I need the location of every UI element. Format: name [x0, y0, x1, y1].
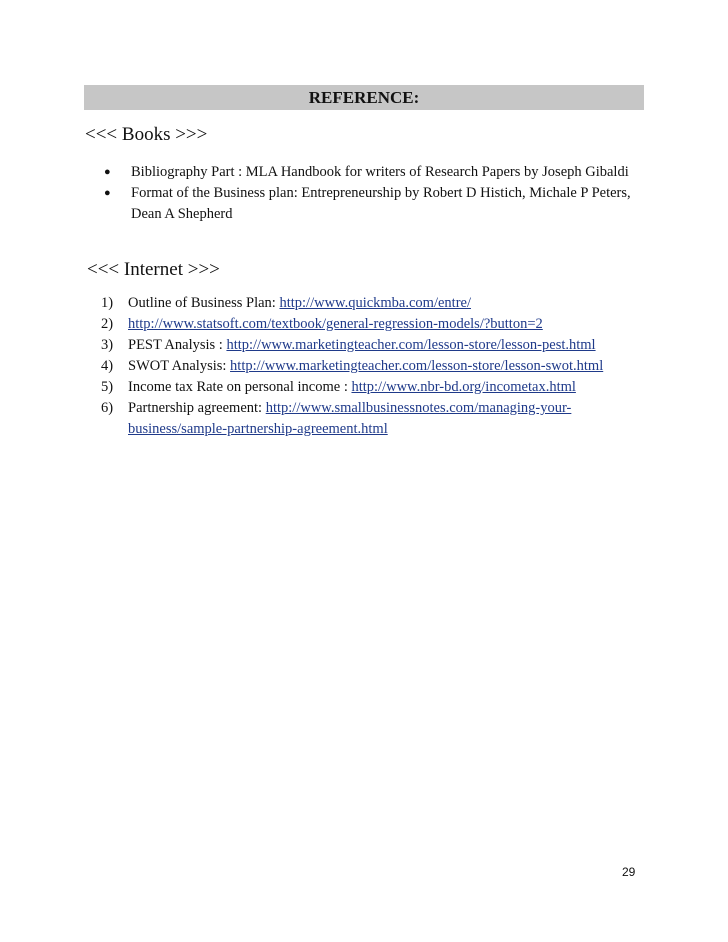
internet-heading: <<< Internet >>>	[87, 259, 220, 280]
item-number: 3)	[101, 337, 114, 353]
list-item	[101, 377, 646, 398]
reference-link[interactable]: http://www.marketingteacher.com/lesson-store/lesson-swot.html	[230, 358, 604, 374]
reference-link[interactable]: http://www.smallbusinessnotes.com/managing-your-business/sample-partnership-agreement.html	[128, 400, 572, 437]
internet-list	[101, 293, 646, 440]
link-label: SWOT Analysis:	[128, 358, 231, 374]
item-number: 2)	[101, 316, 114, 332]
book-reference: Format of the Business plan: Entrepreneurship by Robert D Histich, Michale P Peters, Dean A Shepherd	[131, 185, 631, 222]
item-number: 5)	[101, 379, 114, 395]
reference-title: REFERENCE:	[84, 85, 644, 110]
list-item	[101, 335, 646, 356]
books-list	[101, 162, 641, 225]
item-number: 6)	[101, 400, 114, 416]
reference-link[interactable]: http://www.marketingteacher.com/lesson-store/lesson-pest.html	[226, 337, 596, 353]
reference-link[interactable]: http://www.nbr-bd.org/incometax.html	[351, 379, 576, 395]
bullet-icon: ●	[104, 187, 111, 199]
bullet-icon: ●	[104, 166, 111, 178]
books-heading: <<< Books >>>	[85, 124, 208, 145]
book-reference: Bibliography Part : MLA Handbook for writers of Research Papers by Joseph Gibaldi	[131, 164, 629, 180]
item-number: 1)	[101, 295, 114, 311]
link-label: Outline of Business Plan:	[128, 295, 280, 311]
page-number: 29	[622, 865, 636, 879]
list-item	[101, 183, 641, 225]
reference-link[interactable]: http://www.statsoft.com/textbook/general-regression-models/?button=2	[128, 316, 543, 332]
link-label: PEST Analysis :	[128, 337, 227, 353]
reference-link[interactable]: http://www.quickmba.com/entre/	[279, 295, 471, 311]
item-number: 4)	[101, 358, 114, 374]
list-item	[101, 314, 646, 335]
list-item	[101, 162, 641, 183]
link-label: Partnership agreement:	[128, 400, 266, 416]
list-item	[101, 398, 646, 440]
list-item	[101, 293, 646, 314]
link-label: Income tax Rate on personal income :	[128, 379, 352, 395]
list-item	[101, 356, 646, 377]
